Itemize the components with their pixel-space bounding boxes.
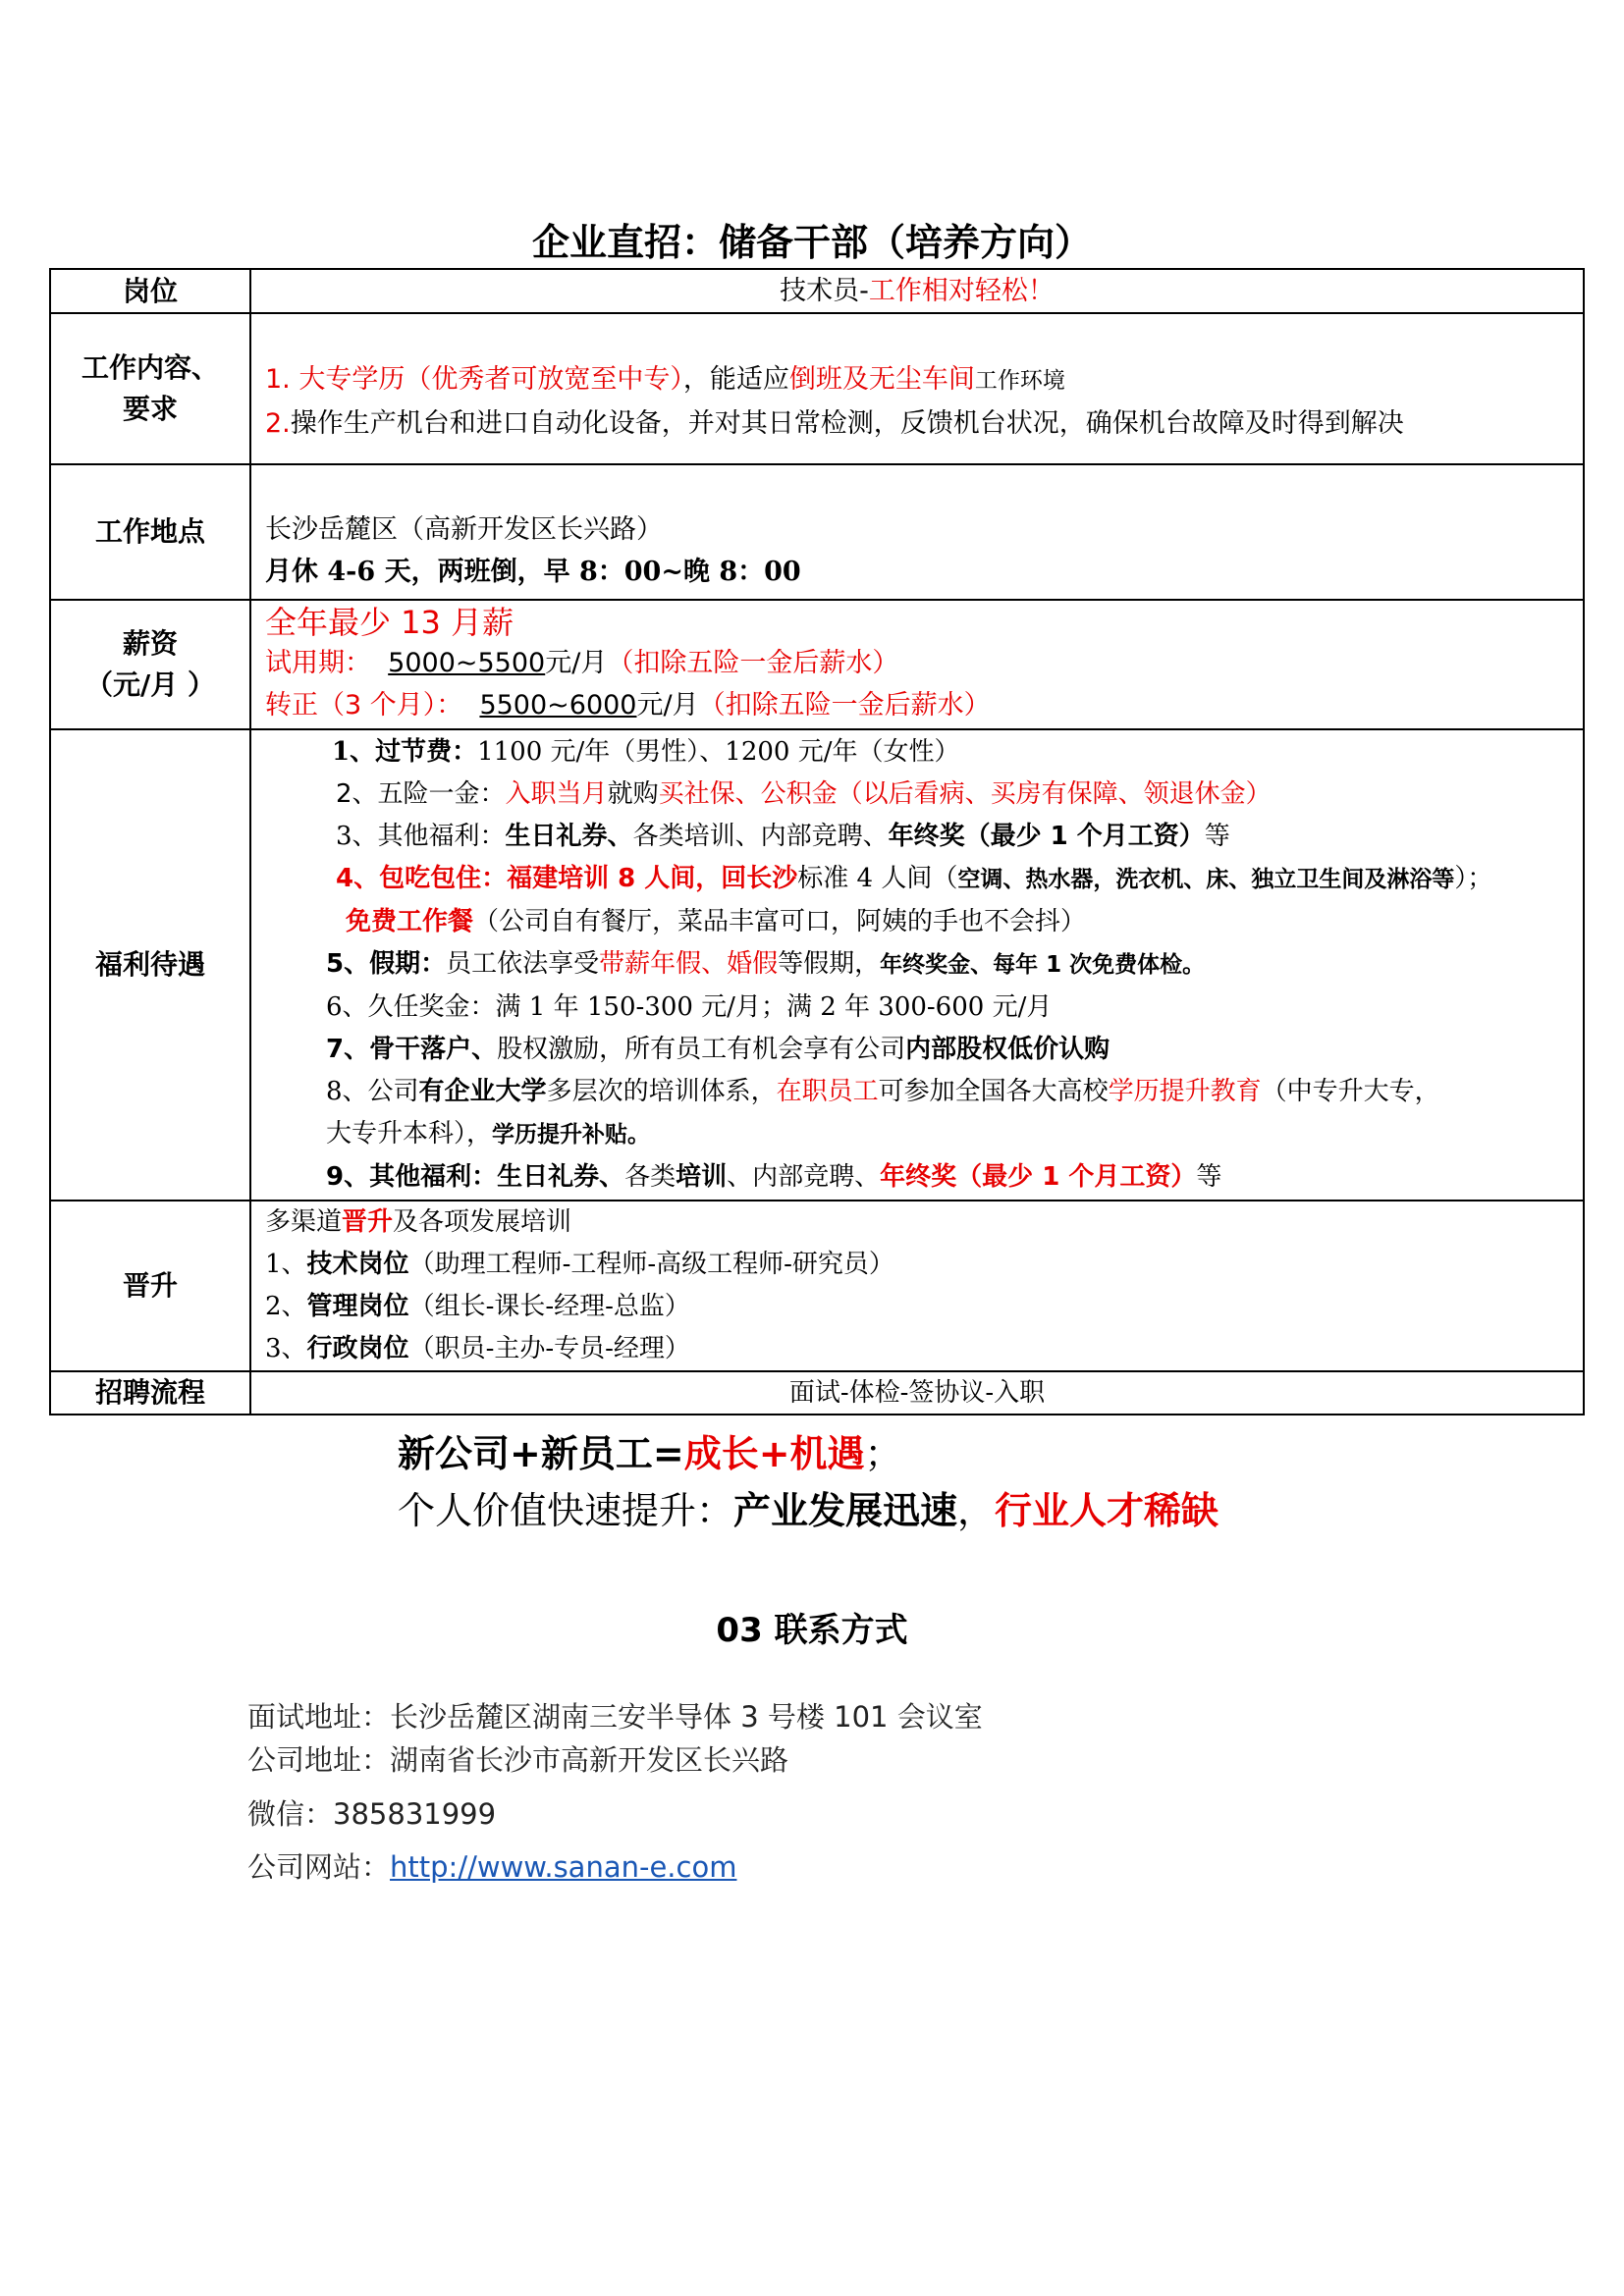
row-location (50, 464, 1584, 600)
contact-interview-address (247, 1695, 983, 1735)
benefit-4 (265, 858, 1583, 901)
probation-label: 试用期： (265, 648, 371, 678)
b8-e: 可参加全国各大高校 (878, 1077, 1109, 1106)
promotion-intro (265, 1201, 1583, 1244)
wechat-value: 385831999 (333, 1797, 497, 1831)
req1-mid: ，能适应 (682, 364, 789, 395)
b8-g: （中专升大专， (1261, 1077, 1440, 1106)
benefits-label: 福利待遇 (50, 729, 250, 1201)
row-benefits (50, 729, 1584, 1201)
company-value: 湖南省长沙市高新开发区长兴路 (390, 1743, 789, 1777)
benefit-8-cont (265, 1113, 1583, 1156)
requirements-content (250, 313, 1584, 464)
slogan2-b: 产业发展迅速 (733, 1489, 958, 1532)
contact-company-address (247, 1738, 788, 1779)
promotion-mgmt (265, 1286, 1583, 1328)
interview-value: 长沙岳麓区湖南三安半导体 3 号楼 101 会议室 (390, 1700, 983, 1734)
job-table (49, 268, 1585, 1415)
interview-label: 面试地址： (247, 1700, 391, 1734)
probation-unit: 元/月 (545, 648, 608, 678)
promo-admin-num: 3、 (265, 1334, 307, 1363)
position-title: 技术员- (780, 276, 869, 306)
b4-d: ）； (1454, 864, 1493, 893)
wechat-label: 微信： (247, 1797, 334, 1831)
b2-label: 2、五险一金： (336, 779, 506, 809)
b5-e: 年终奖金、每年 1 次免费体检。 (880, 952, 1206, 978)
b2-b: 就购 (607, 779, 659, 809)
b8-a: 8、公司 (326, 1077, 419, 1106)
benefit-4-cont (265, 901, 1583, 943)
process-label: 招聘流程 (50, 1371, 250, 1415)
b3-a: 生日礼券、 (505, 822, 633, 851)
process-value: 面试-体检-签协议-入职 (250, 1371, 1584, 1415)
req2-num: 2. (265, 408, 291, 439)
b2-c: 买社保、公积金（以后看病、买房有保障、领退休金） (658, 779, 1272, 809)
row-process (50, 1371, 1584, 1415)
location-label: 工作地点 (50, 464, 250, 600)
req1-env: 工作环境 (974, 368, 1065, 394)
b7-b: 股权激励，所有员工有机会享有公司 (497, 1035, 906, 1064)
probation-note: （扣除五险一金后薪水） (607, 648, 899, 678)
promo-tech-num: 1、 (265, 1250, 307, 1279)
location-content (250, 464, 1584, 600)
page-title: 企业直招：储备干部（培养方向） (531, 221, 1092, 264)
b5-b: 员工依法享受 (446, 949, 600, 979)
position-label: 岗位 (50, 269, 250, 313)
benefit-6: 6、久任奖金：满 1 年 150-300 元/月；满 2 年 300-600 元/月 (326, 992, 1053, 1022)
slogan2-a: 个人价值快速提升： (398, 1489, 734, 1532)
promo-mgmt-title: 管理岗位 (306, 1292, 409, 1321)
salary-regular (265, 684, 1583, 726)
b8-c: 多层次的培训体系， (546, 1077, 777, 1106)
requirements-label-line1: 工作内容、 (81, 351, 219, 384)
b8-f: 学历提升教育 (1108, 1077, 1262, 1106)
b4-c: 空调、热水器，洗衣机、床、独立卫生间及淋浴等 (957, 867, 1455, 892)
slogan2-d: 行业人才稀缺 (995, 1489, 1219, 1532)
promotion-label: 晋升 (50, 1201, 250, 1371)
benefit-8 (265, 1071, 1583, 1113)
slogan-line2 (398, 1480, 1218, 1534)
b5-d: 等假期， (778, 949, 881, 979)
regular-amount: 5500~6000 (479, 690, 637, 721)
website-link[interactable]: http://www.sanan-e.com (390, 1850, 737, 1884)
b3-label: 3、其他福利： (336, 822, 506, 851)
location-line1: 长沙岳麓区（高新开发区长兴路） (265, 514, 663, 545)
b3-b: 各类培训、内部竞聘、 (632, 822, 889, 851)
b9-b: 各类 (624, 1162, 677, 1192)
promo-mgmt-num: 2、 (265, 1292, 307, 1321)
salary-probation (265, 642, 1583, 684)
row-promotion (50, 1201, 1584, 1371)
b8-b: 有企业大学 (418, 1077, 547, 1106)
benefit-1 (265, 731, 1583, 774)
promotion-content (250, 1201, 1584, 1371)
b4-e: 免费工作餐 (346, 907, 474, 936)
salary-label-line2: （元/月 ） (85, 668, 215, 701)
salary-content (250, 600, 1584, 729)
benefits-content (250, 729, 1584, 1201)
b3-c: 年终奖（最少 1 个月工资） (888, 822, 1205, 851)
req1-shift: 倒班及无尘车间 (788, 364, 975, 395)
location-line2: 月休 4-6 天，两班倒，早 8：00~晚 8：00 (265, 557, 801, 587)
position-value (250, 269, 1584, 313)
promo-admin-title: 行政岗位 (306, 1334, 409, 1363)
b1-label: 1、过节费： (332, 737, 478, 767)
probation-amount: 5000~5500 (388, 648, 546, 678)
b8-d: 在职员工 (776, 1077, 879, 1106)
benefit-9 (265, 1156, 1583, 1199)
b8-h: 大专升本科）， (326, 1119, 493, 1148)
b9-e: 年终奖（最少 1 个月工资） (880, 1162, 1197, 1192)
b1-text: 1100 元/年（男性）、1200 元/年（女性） (477, 737, 960, 767)
requirements-label (50, 313, 250, 464)
req1-edu: 1. 大专学历（优秀者可放宽至中专） (265, 364, 683, 395)
promotion-tech (265, 1244, 1583, 1286)
promo-intro-b: 晋升 (342, 1207, 394, 1237)
salary-annual: 全年最少 13 月薪 (265, 604, 514, 641)
website-label: 公司网站： (247, 1850, 391, 1884)
company-label: 公司地址： (247, 1743, 391, 1777)
b9-a: 9、其他福利：生日礼券、 (326, 1162, 625, 1192)
salary-label (50, 600, 250, 729)
b2-a: 入职当月 (505, 779, 608, 809)
regular-label: 转正（3 个月）： (265, 690, 463, 721)
b3-d: 等 (1204, 822, 1230, 851)
b7-a: 7、骨干落户、 (326, 1035, 498, 1064)
slogan1-b: 成长+机遇 (683, 1432, 865, 1475)
contact-title: 03 联系方式 (716, 1611, 908, 1650)
position-highlight: 工作相对轻松！ (868, 276, 1055, 306)
benefit-7 (265, 1029, 1583, 1071)
row-salary (50, 600, 1584, 729)
benefit-2 (265, 774, 1583, 816)
slogan-line1 (398, 1423, 902, 1477)
row-position (50, 269, 1584, 313)
contact-wechat (247, 1792, 496, 1833)
promo-admin-path: （职员-主办-专员-经理） (408, 1334, 690, 1363)
promo-tech-path: （助理工程师-工程师-高级工程师-研究员） (408, 1250, 894, 1279)
promo-intro-c: 及各项发展培训 (393, 1207, 572, 1237)
requirement-2 (265, 402, 1583, 445)
b8-i: 学历提升补贴。 (492, 1122, 651, 1148)
b4-f: （公司自有餐厅，菜品丰富可口，阿姨的手也不会抖） (473, 907, 1087, 936)
slogan2-c: ， (957, 1489, 996, 1532)
b9-d: 、内部竞聘、 (727, 1162, 881, 1192)
promo-mgmt-path: （组长-课长-经理-总监） (408, 1292, 690, 1321)
requirements-label-line2: 要求 (122, 393, 178, 425)
promo-intro-a: 多渠道 (265, 1207, 343, 1237)
benefit-5 (265, 943, 1583, 987)
b7-c: 内部股权低价认购 (905, 1035, 1110, 1064)
regular-unit: 元/月 (636, 690, 699, 721)
promotion-admin (265, 1328, 1583, 1370)
requirement-1 (265, 333, 1583, 402)
row-requirements (50, 313, 1584, 464)
contact-website (247, 1845, 736, 1886)
b9-f: 等 (1196, 1162, 1222, 1192)
benefit-3 (265, 816, 1583, 858)
b4-a: 4、包吃包住：福建培训 8 人间，回长沙 (336, 864, 798, 893)
req2-text: 操作生产机台和进口自动化设备，并对其日常检测，反馈机台状况，确保机台故障及时得到解决 (290, 408, 1404, 439)
salary-label-line1: 薪资 (122, 627, 178, 660)
b4-b: 标准 4 人间（ (797, 864, 958, 893)
promo-tech-title: 技术岗位 (306, 1250, 409, 1279)
slogan1-a: 新公司+新员工= (398, 1432, 684, 1475)
b5-c: 带薪年假、婚假 (599, 949, 779, 979)
regular-note: （扣除五险一金后薪水） (698, 690, 991, 721)
b5-a: 5、假期： (326, 949, 447, 979)
slogan1-c: ； (864, 1432, 902, 1475)
b9-c: 培训 (676, 1162, 728, 1192)
